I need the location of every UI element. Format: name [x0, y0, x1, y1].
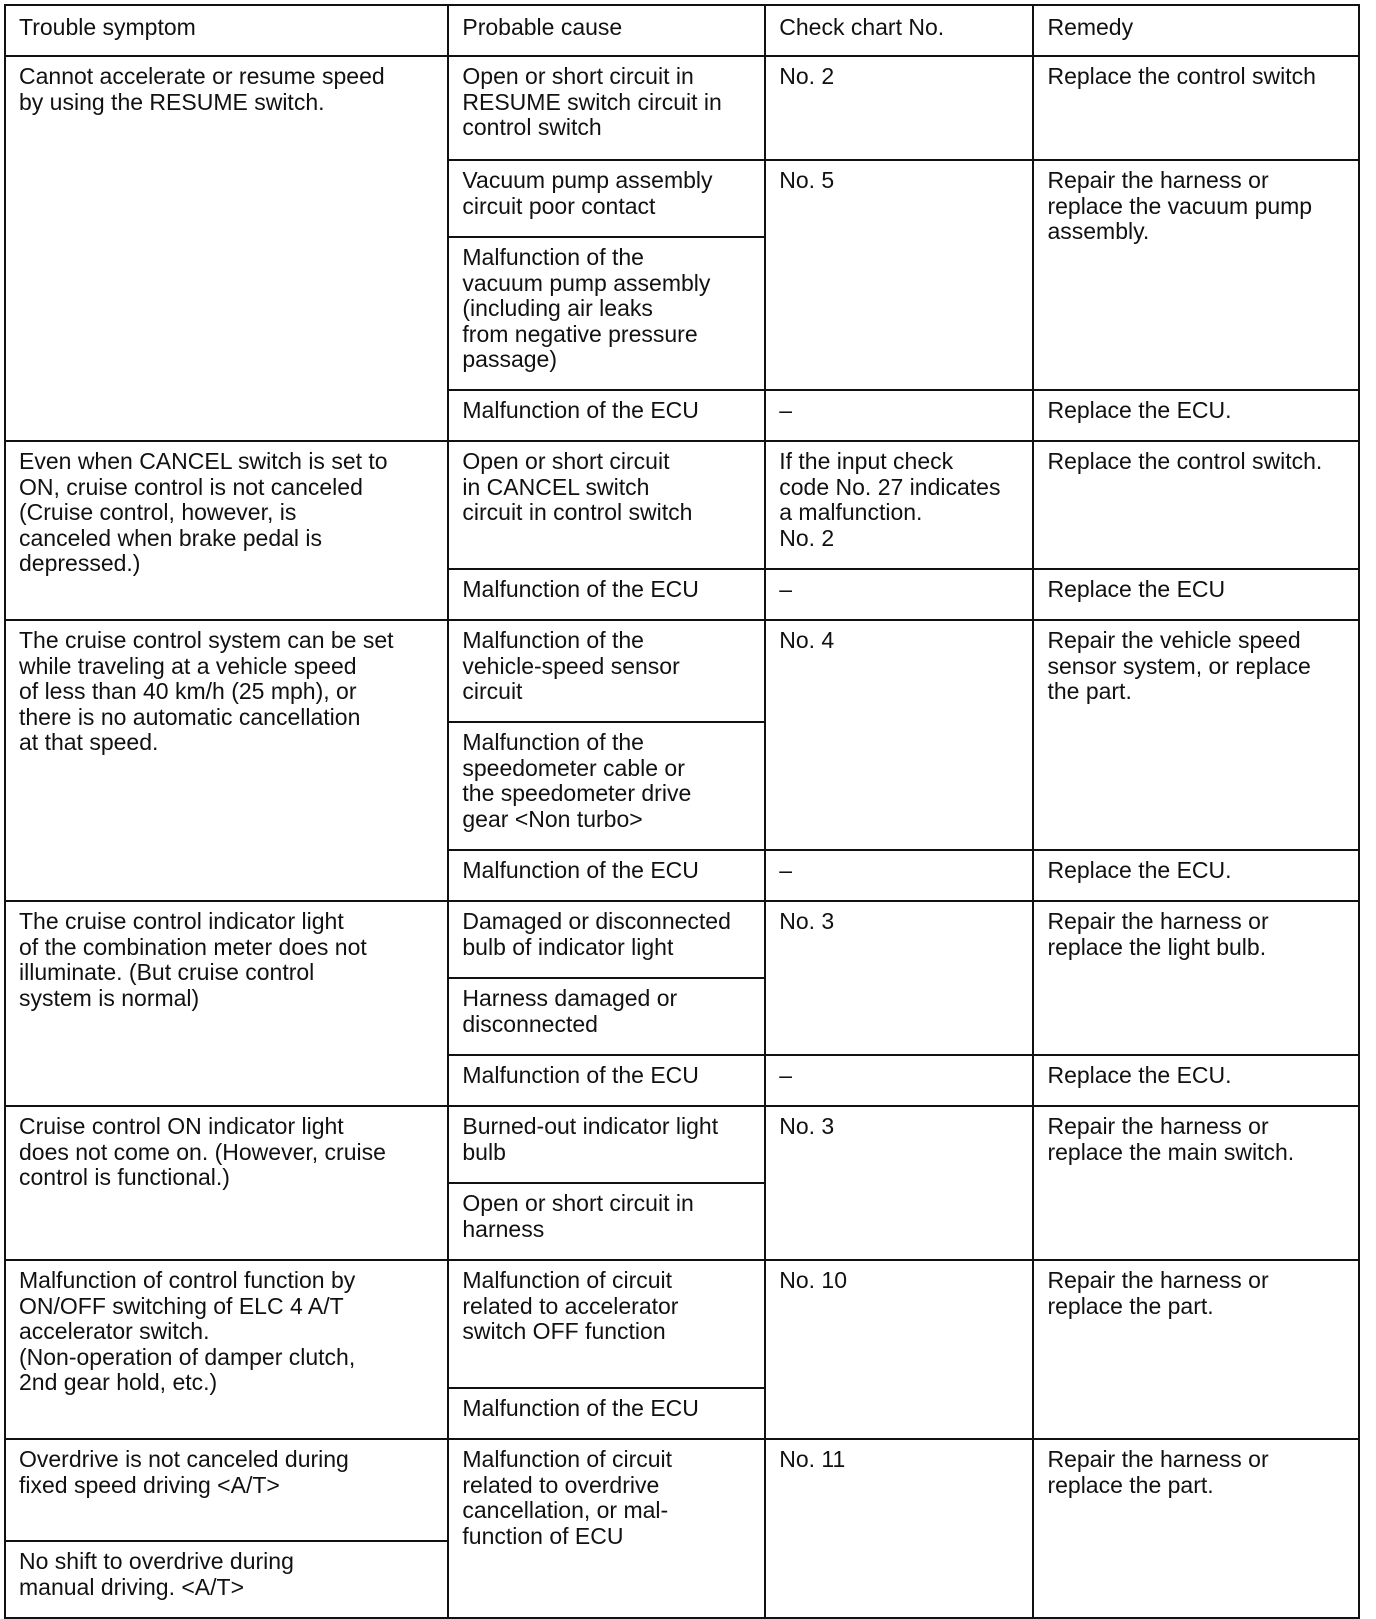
- remedy-cell: Repair the vehicle speed sensor system, or replace the part.: [1033, 620, 1359, 850]
- cause-cell: Open or short circuit in CANCEL switch circuit in control switch: [448, 441, 765, 569]
- remedy-cell: Replace the ECU: [1033, 569, 1359, 620]
- table-row: [5, 901, 1359, 978]
- table-row: [5, 1106, 1359, 1183]
- cause-cell: Malfunction of the ECU: [448, 1388, 765, 1439]
- cause-cell: Malfunction of the vehicle-speed sensor circuit: [448, 620, 765, 722]
- table-row: [5, 620, 1359, 722]
- cause-cell: Malfunction of the speedometer cable or the speedometer drive gear <Non turbo>: [448, 722, 765, 850]
- remedy-cell: Replace the ECU.: [1033, 1055, 1359, 1106]
- remedy-cell: Replace the ECU.: [1033, 390, 1359, 441]
- chart-cell: No. 3: [765, 1106, 1033, 1260]
- chart-cell: No. 5: [765, 160, 1033, 390]
- remedy-cell: Replace the control switch: [1033, 56, 1359, 160]
- remedy-cell: Repair the harness or replace the light bulb.: [1033, 901, 1359, 1055]
- troubleshooting-sheet: [4, 4, 1360, 1619]
- cause-cell: Malfunction of circuit related to accelerator switch OFF function: [448, 1260, 765, 1388]
- cause-cell: Malfunction of the ECU: [448, 1055, 765, 1106]
- cause-cell: Vacuum pump assembly circuit poor contact: [448, 160, 765, 237]
- cause-cell: Harness damaged or disconnected: [448, 978, 765, 1055]
- remedy-cell: Repair the harness or replace the part.: [1033, 1260, 1359, 1439]
- remedy-cell: Replace the control switch.: [1033, 441, 1359, 569]
- table-row: [5, 1439, 1359, 1541]
- chart-cell: –: [765, 850, 1033, 901]
- cause-cell: Malfunction of the vacuum pump assembly (including air leaks from negative pressure passage): [448, 237, 765, 390]
- remedy-cell: Repair the harness or replace the vacuum pump assembly.: [1033, 160, 1359, 390]
- table-row: [5, 1260, 1359, 1388]
- cause-cell: Damaged or disconnected bulb of indicator light: [448, 901, 765, 978]
- symptom-cell: Overdrive is not canceled during fixed speed driving <A/T>: [5, 1439, 448, 1541]
- chart-cell: –: [765, 569, 1033, 620]
- troubleshooting-table: [4, 4, 1360, 1619]
- remedy-cell: Repair the harness or replace the part.: [1033, 1439, 1359, 1618]
- cause-cell: Malfunction of circuit related to overdrive cancellation, or mal- function of ECU: [448, 1439, 765, 1618]
- symptom-cell: Cruise control ON indicator light does not come on. (However, cruise control is functional.): [5, 1106, 448, 1260]
- symptom-cell: Malfunction of control function by ON/OFF switching of ELC 4 A/T accelerator switch. (Non-operation of damper clutch, 2nd gear hold, etc.): [5, 1260, 448, 1439]
- symptom-cell: The cruise control system can be set while traveling at a vehicle speed of less than 40 km/h (25 mph), or there is no automatic cancellation at that speed.: [5, 620, 448, 901]
- cause-cell: Open or short circuit in harness: [448, 1183, 765, 1260]
- header-row: [5, 5, 1359, 56]
- chart-cell: No. 4: [765, 620, 1033, 850]
- cause-cell: Open or short circuit in RESUME switch circuit in control switch: [448, 56, 765, 160]
- chart-cell: No. 11: [765, 1439, 1033, 1618]
- header-trouble-symptom: Trouble symptom: [5, 5, 448, 56]
- chart-cell: –: [765, 390, 1033, 441]
- symptom-cell: Cannot accelerate or resume speed by using the RESUME switch.: [5, 56, 448, 441]
- remedy-cell: Replace the ECU.: [1033, 850, 1359, 901]
- chart-cell: No. 10: [765, 1260, 1033, 1439]
- cause-cell: Burned-out indicator light bulb: [448, 1106, 765, 1183]
- remedy-cell: Repair the harness or replace the main switch.: [1033, 1106, 1359, 1260]
- table-row: [5, 56, 1359, 160]
- symptom-cell: The cruise control indicator light of the combination meter does not illuminate. (But cruise control system is normal): [5, 901, 448, 1106]
- table-row: [5, 441, 1359, 569]
- header-probable-cause: Probable cause: [448, 5, 765, 56]
- header-check-chart-no: Check chart No.: [765, 5, 1033, 56]
- cause-cell: Malfunction of the ECU: [448, 569, 765, 620]
- symptom-cell: Even when CANCEL switch is set to ON, cruise control is not canceled (Cruise control, however, is canceled when brake pedal is depressed.): [5, 441, 448, 620]
- chart-cell: No. 2: [765, 56, 1033, 160]
- chart-cell: No. 3: [765, 901, 1033, 1055]
- symptom-cell: No shift to overdrive during manual driving. <A/T>: [5, 1541, 448, 1618]
- cause-cell: Malfunction of the ECU: [448, 850, 765, 901]
- cause-cell: Malfunction of the ECU: [448, 390, 765, 441]
- header-remedy: Remedy: [1033, 5, 1359, 56]
- chart-cell: If the input check code No. 27 indicates a malfunction. No. 2: [765, 441, 1033, 569]
- chart-cell: –: [765, 1055, 1033, 1106]
